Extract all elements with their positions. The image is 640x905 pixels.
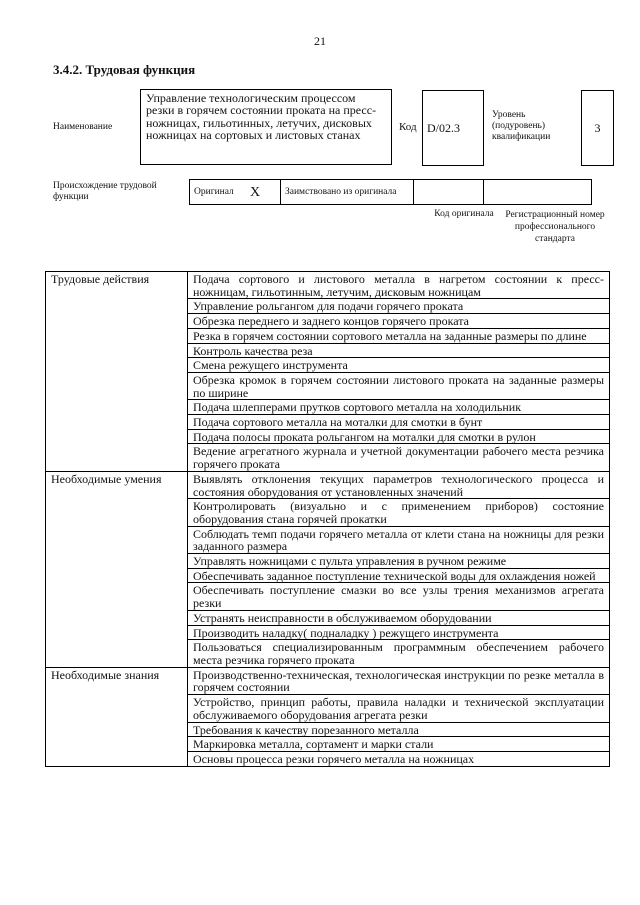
section-heading: 3.4.2. Трудовая функция: [53, 62, 196, 77]
name-label: Наименование: [53, 122, 113, 132]
table-row: [46, 272, 610, 299]
section-item: Ведение агрегатного журнала и учетной документации рабочего места резчика горячего проката: [188, 444, 610, 471]
section-item: Обрезка переднего и заднего концов горячего проката: [188, 314, 610, 329]
section-item: Подача сортового и листового металла в нагретом состоянии к пресс-ножницам, гильотинным, летучим, дисковым ножницам: [188, 272, 610, 299]
section-item: Требования к качеству порезанного металла: [188, 722, 610, 737]
table-row: [46, 471, 610, 498]
borrowed-label: Заимствовано из оригинала: [281, 180, 414, 205]
level-label: Уровень (подуровень) квалификации: [492, 110, 551, 142]
section-item: Смена режущего инструмента: [188, 358, 610, 373]
function-details-table: [45, 271, 610, 767]
section-item: Обеспечивать поступление смазки во все узлы трения механизмов агрегата резки: [188, 583, 610, 610]
section-item: Подача шлепперами прутков сортового металла на холодильник: [188, 400, 610, 415]
section-item: Контролировать (визуально и с применением приборов) состояние оборудования стана горячей прокатки: [188, 499, 610, 526]
page-number: 21: [314, 34, 326, 48]
reg-number-cell: [484, 180, 592, 205]
level-value-box: [581, 90, 614, 166]
section-item: Обеспечивать заданное поступление технической воды для охлаждения ножей: [188, 568, 610, 583]
code-original-caption: Код оригинала: [434, 209, 494, 219]
section-category: Трудовые действия: [46, 272, 188, 472]
level-value: 3: [594, 121, 601, 135]
section-item: Подача сортового металла на моталки для смотки в бунт: [188, 415, 610, 430]
section-item: Выявлять отклонения текущих параметров технологического процесса и состояния оборудования от установленных значений: [188, 471, 610, 498]
section-category: Необходимые умения: [46, 471, 188, 667]
name-value: Управление технологическим процессом резки в горячем состоянии проката на пресс-ножницах, гильотинных, летучих, дисковых ножницах на сортовых и листовых станах: [146, 91, 377, 143]
section-item: Соблюдать темп подачи горячего металла от клети стана на ножницы для резки заданного размера: [188, 526, 610, 553]
section-item: Управлять ножницами с пульта управления в ручном режиме: [188, 554, 610, 569]
section-item: Производить наладку( подналадку ) режущего инструмента: [188, 625, 610, 640]
origin-table: [189, 179, 592, 205]
code-label: Код: [399, 121, 417, 133]
code-value: D/02.3: [427, 121, 460, 135]
section-item: Контроль качества реза: [188, 343, 610, 358]
section-item: Управление рольгангом для подачи горячего проката: [188, 299, 610, 314]
code-original-cell: [414, 180, 484, 205]
origin-label: Происхождение трудовой функции: [53, 181, 157, 202]
section-item: Пользоваться специализированным программным обеспечением рабочего места резчика горячего проката: [188, 640, 610, 667]
original-mark: X: [246, 180, 281, 205]
section-item: Подача полосы проката рольгангом на моталки для смотки в рулон: [188, 429, 610, 444]
section-item: Устройство, принцип работы, правила наладки и технической эксплуатации обслуживаемого оборудования агрегата резки: [188, 695, 610, 722]
reg-number-caption: Регистрационный номер профессионального стандарта: [505, 210, 605, 244]
section-category: Необходимые знания: [46, 667, 188, 766]
original-label: Оригинал: [190, 180, 247, 205]
section-item: Основы процесса резки горячего металла на ножницах: [188, 751, 610, 766]
section-item: Устранять неисправности в обслуживаемом оборудовании: [188, 610, 610, 625]
name-value-box: [140, 89, 392, 165]
section-item: Маркировка металла, сортамент и марки стали: [188, 737, 610, 752]
code-value-box: [422, 90, 484, 166]
table-row: [46, 667, 610, 694]
section-item: Резка в горячем состоянии сортового металла на заданные размеры по длине: [188, 328, 610, 343]
section-item: Производственно-техническая, технологическая инструкции по резке металла в горячем состоянии: [188, 667, 610, 694]
section-item: Обрезка кромок в горячем состоянии листового проката на заданные размеры по ширине: [188, 372, 610, 399]
